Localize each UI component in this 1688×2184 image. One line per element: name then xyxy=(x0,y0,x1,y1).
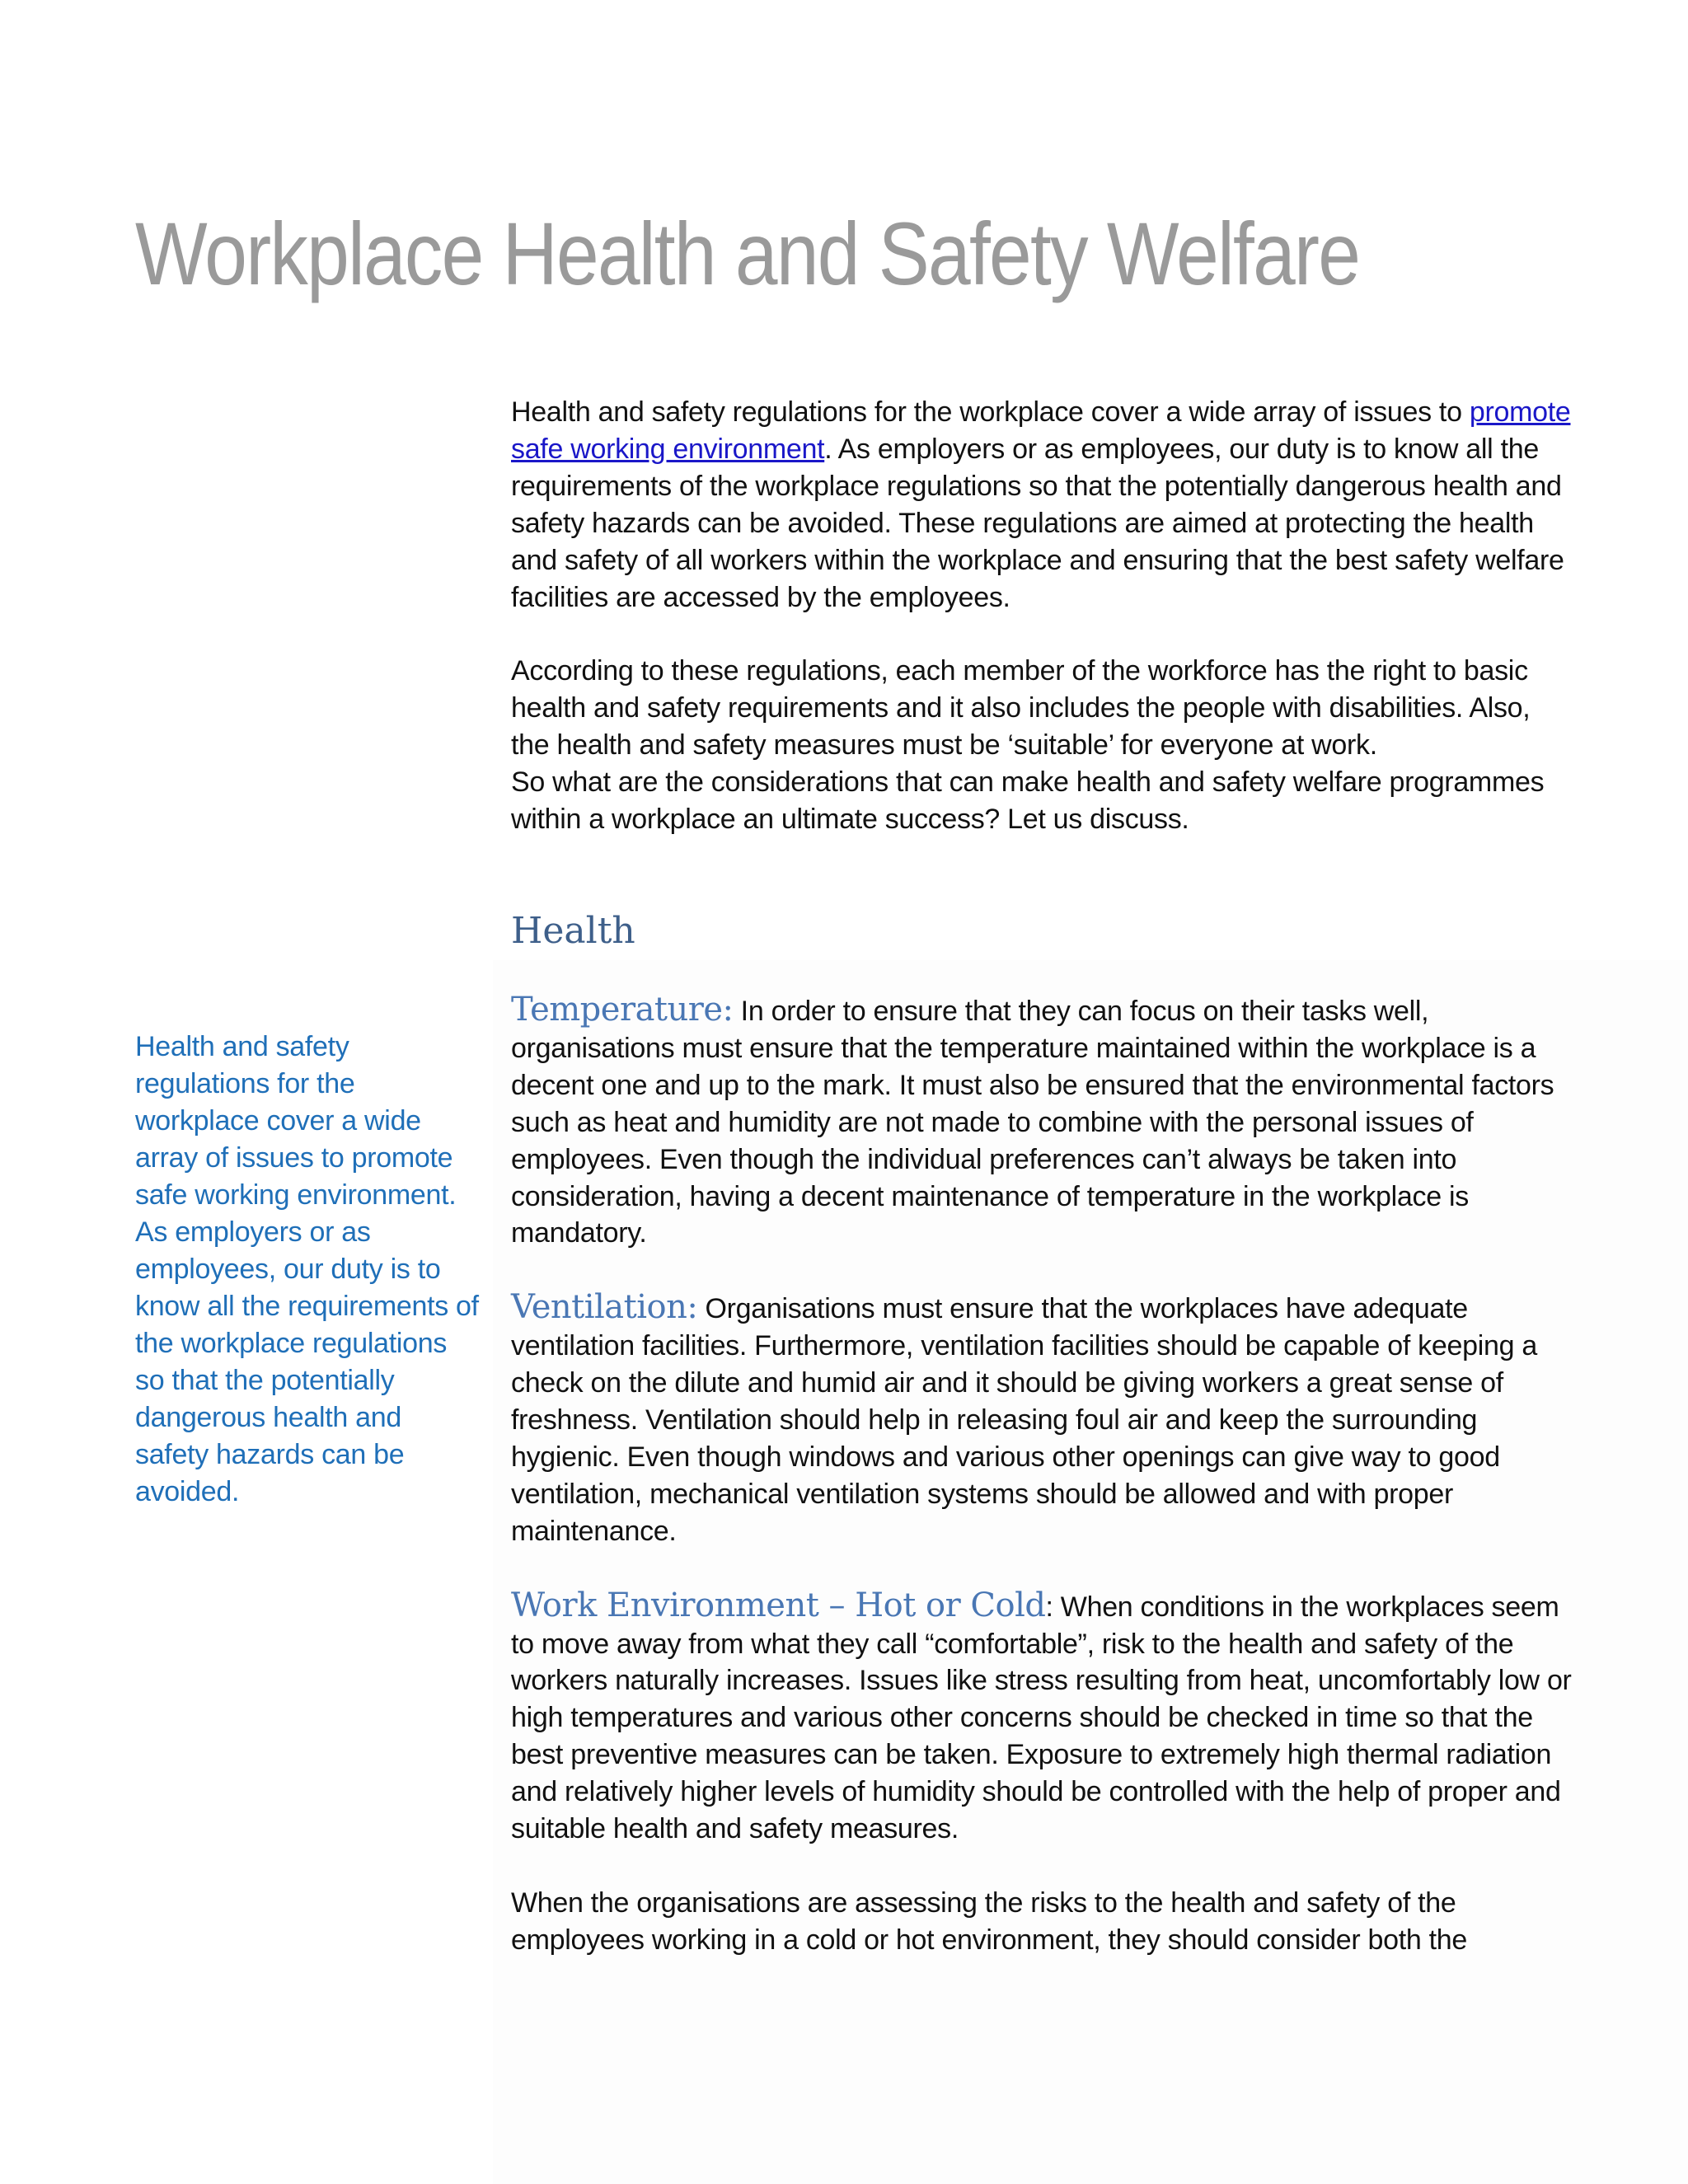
safe-working-environment-link[interactable]: promote safe working environment xyxy=(511,396,1571,465)
main-column xyxy=(511,394,1574,1959)
intro-text-end: . As employers or as employees, our duty is to know all the requirements of the workplace regulations so that the potentially dangerous health and safety hazards can be avoided. These regulations are aimed at protecting the health and safety of all workers within the workplace and ensuring that the best safety welfare facilities are accessed by the employees. xyxy=(511,433,1564,613)
intro-text-start: Health and safety regulations for the workplace cover a wide array of issues to xyxy=(511,396,1470,428)
temperature-text: In order to ensure that they can focus on their tasks well, organisations must ensure that the temperature maintained within the workplace is a decent one and up to the mark. It must also be ensured that the environmental factors such as heat and humidity are not made to combine with the personal issues of employees. Even though the individual preferences can’t always be taken into consideration, having a decent maintenance of temperature in the workplace is mandatory. xyxy=(511,995,1554,1249)
work-environment-paragraph xyxy=(511,1587,1574,1848)
health-section-heading: Health xyxy=(511,909,635,952)
closing-paragraph: When the organisations are assessing the risks to the health and safety of the employees working in a cold or hot environment, they should consider both the xyxy=(511,1887,1468,1956)
intro-paragraph-1 xyxy=(511,394,1574,616)
work-environment-text: : When conditions in the workplaces seem to move away from what they call “comfortable”, risk to the health and safety of the workers naturally increases. Issues like stress resulting from heat, uncomfortably low or high temperatures and various other concerns should be checked in time so that the best preventive measures can be taken. Exposure to extremely high thermal radiation and relatively higher levels of humidity should be controlled with the help of proper and suitable health and safety measures. xyxy=(511,1591,1572,1845)
ventilation-paragraph xyxy=(511,1289,1574,1549)
pullquote-sidebar: Health and safety regulations for the workplace cover a wide array of issues to promote safe working environment. As employers or as employees, our duty is to know all the requirements of the workplace regulations so that the potentially dangerous health and safety hazards can be avoided. xyxy=(135,1031,479,1507)
intro-paragraph-2: According to these regulations, each member of the workforce has the right to basic health and safety requirements and it also includes the people with disabilities. Also, the health and safety measures must be ‘suitable’ for everyone at work. xyxy=(511,655,1531,762)
work-environment-heading: Work Environment – Hot or Cold xyxy=(511,1586,1046,1624)
intro-paragraph-3: So what are the considerations that can make health and safety welfare programmes within a workplace an ultimate success? Let us discuss. xyxy=(511,766,1545,836)
document-title: Workplace Health and Safety Welfare xyxy=(135,204,1360,303)
ventilation-text: Organisations must ensure that the workplaces have adequate ventilation facilities. Furthermore, ventilation facilities should be capable of keeping a check on the dilute and humid air and it should be giving workers a great sense of freshness. Ventilation should help in releasing foul air and keep the surrounding hygienic. Even though windows and various other openings can give way to good ventilation, mechanical ventilation systems should be allowed and with proper maintenance. xyxy=(511,1293,1537,1547)
temperature-heading: Temperature: xyxy=(511,990,734,1029)
ventilation-heading: Ventilation: xyxy=(511,1288,698,1327)
temperature-paragraph xyxy=(511,991,1574,1252)
